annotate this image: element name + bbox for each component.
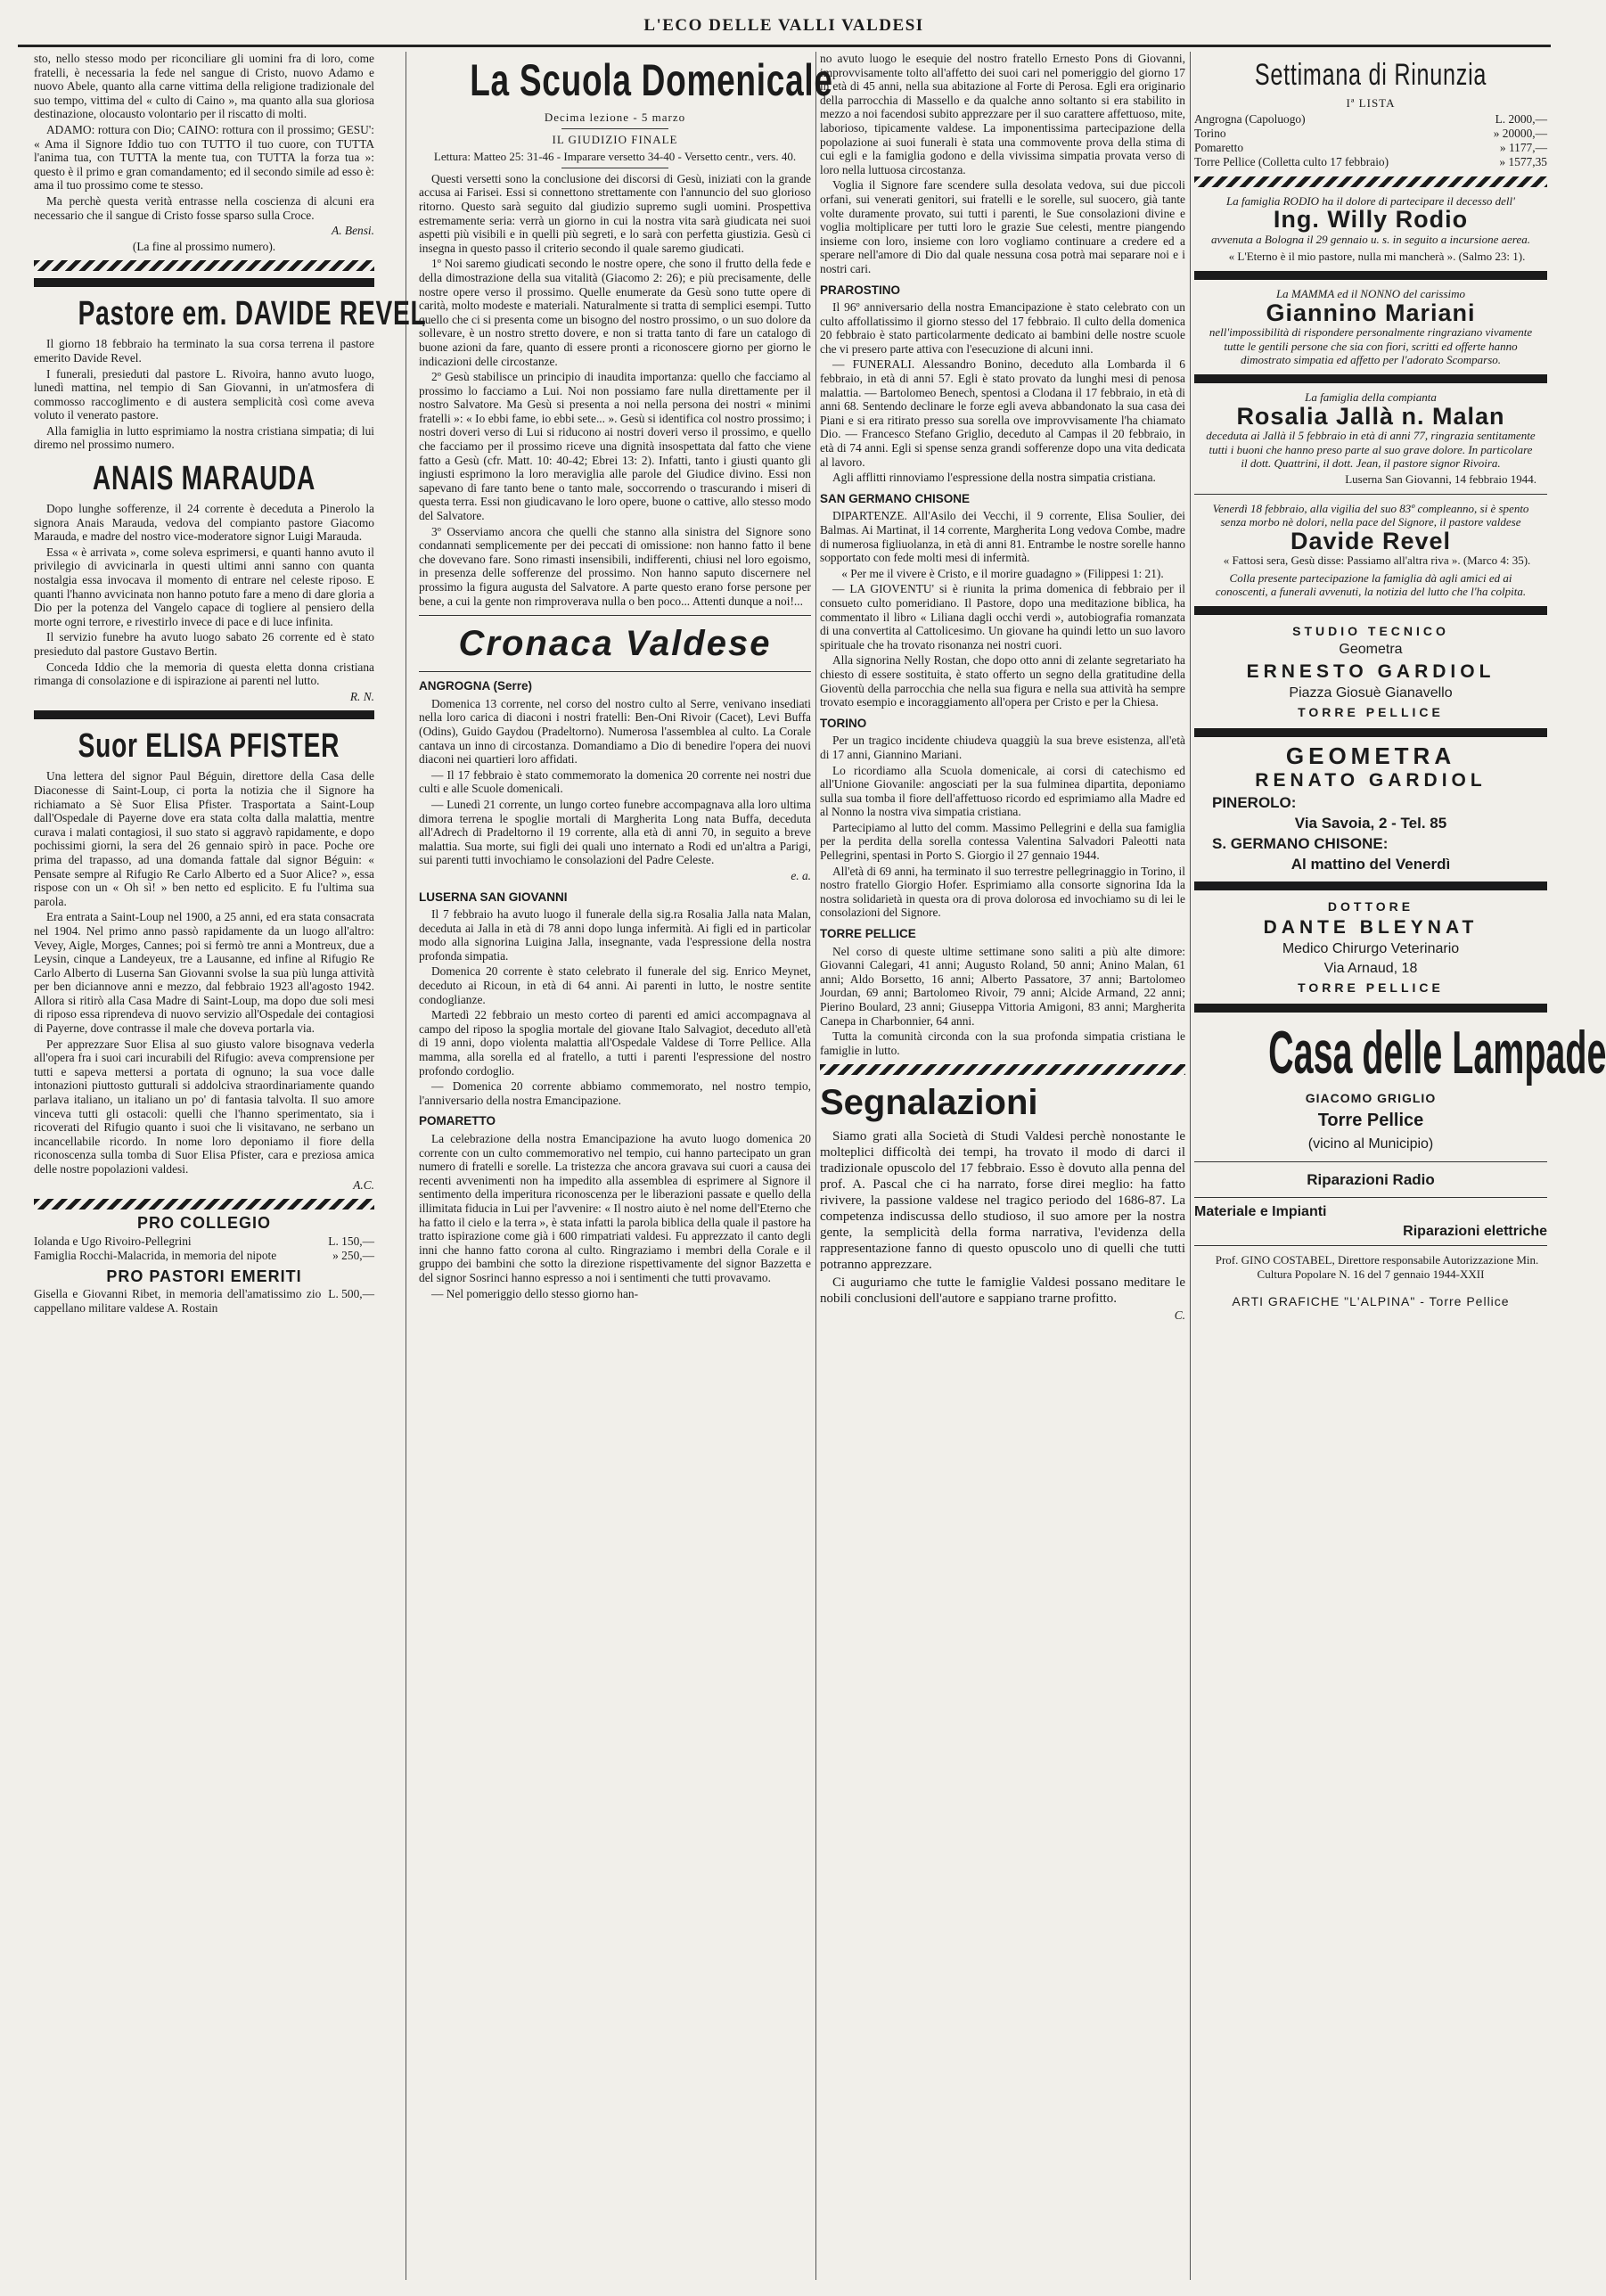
- parish-heading: POMARETTO: [419, 1114, 496, 1128]
- lesson-number: Decima lezione - 5 marzo: [544, 111, 686, 124]
- article-paragraph: Ci auguriamo che tutte le famiglie Valdesi possano meditare le nobili conclusioni dell'autore e sappiano trarne profitto.: [820, 1275, 1185, 1307]
- section-headline: Segnalazioni: [820, 1083, 1038, 1123]
- donation-row: Gisella e Giovanni Ribet, in memoria dell'amatissimo zio cappellano militare valdese A. Rostain L. 500,—: [34, 1287, 374, 1316]
- ornament-rule: [34, 1199, 374, 1210]
- section-rule: [419, 671, 811, 672]
- ad-line: Riparazioni elettriche: [1403, 1223, 1547, 1239]
- lesson-reading: Lettura: Matteo 25: 31-46 - Imparare versetto 34-40 - Versetto centr., vers. 40.: [433, 150, 797, 164]
- ad-line: TORRE PELLICE: [1298, 705, 1444, 720]
- notice-name: Giannino Mariani: [1266, 299, 1476, 326]
- notice-text: deceduta ai Jallà il 5 febbraio in età di anni 77, ringrazia sentitamente tutti i buoni che hanno preso parte al suo grave dolore. In particolare il dott. Quattrini, il dott. Jean, il pastore signor Rivoira.: [1206, 429, 1536, 471]
- parish-heading: TORINO: [820, 716, 867, 730]
- ad-line: Medico Chirurgo Veterinario: [1282, 941, 1460, 957]
- article-paragraph: Il servizio funebre ha avuto luogo sabato 26 corrente ed è stato presieduto dal pastore Gustavo Bertin.: [34, 630, 374, 658]
- article-paragraph: I funerali, presieduti dal pastore L. Rivoira, hanno avuto luogo, lunedì mattina, nel tempio di San Giovanni, in un'atmosfera di commosso raccoglimento e di austera semplicità così come aveva voluto il venerato pastore.: [34, 366, 374, 422]
- parish-heading: PRAROSTINO: [820, 283, 901, 297]
- advertisement-lampade: [1194, 1019, 1606, 1239]
- ad-line: ERNESTO GARDIOL: [1246, 661, 1495, 683]
- bible-quote: « Per me il vivere è Cristo, e il morire guadagno » (Filippesi 1: 21).: [841, 566, 1164, 580]
- section-rule: [1194, 1245, 1547, 1246]
- notice-name: Davide Revel: [1290, 527, 1452, 554]
- ad-line: PINEROLO:: [1212, 794, 1297, 812]
- ad-line: Riparazioni Radio: [1307, 1171, 1435, 1189]
- article-paragraph: Alla famiglia in lutto esprimiamo la nostra cristiana simpatia; di lui diremo nel prossimo numero.: [34, 423, 374, 452]
- ad-line: Geometra: [1339, 642, 1403, 658]
- section-rule: [1194, 374, 1547, 383]
- article-signature: e. a.: [791, 868, 811, 882]
- ad-line: DANTE BLEYNAT: [1263, 917, 1479, 939]
- section-rule: [1194, 271, 1547, 280]
- article-paragraph: Martedì 22 febbraio un mesto corteo di parenti ed amici accompagnava al campo del riposo la spoglia mortale del giovane Italo Salvagiot, deceduto all'età di 19 anni, dopo violenta malattia all'Ospedale Valdese di Torre Pellice. Alla mamma, alla sorella ed al fratello, a tutti i parenti l'espressione del nostro profondo cordoglio.: [419, 1008, 811, 1078]
- ad-line: Piazza Giosuè Gianavello: [1289, 685, 1453, 701]
- donation-list-title: PRO PASTORI EMERITI: [106, 1267, 302, 1285]
- article-headline: La Scuola Domenicale: [470, 55, 833, 105]
- notice-name: Rosalia Jallà n. Malan: [1236, 402, 1505, 430]
- article-paragraph: Partecipiamo al lutto del comm. Massimo Pellegrini e della sua famiglia per la perdita della sorella contessa Valentina Salvadori Paleotti nata Pellegrini, spentasi in Porto S. Giorgio il 27 gennaio 1944.: [820, 820, 1185, 863]
- article-paragraph: Lo ricordiamo alla Scuola domenicale, ai corsi di catechismo ed all'Unione Giovanile: angosciati per la sua fulminea dipartita, deponiamo sulla sua tomba il fiore dell'affettuoso ricordo ed esprimiamo alla Madre ed al Nonno la nostra viva simpatia cristiana.: [820, 763, 1185, 819]
- appeal-headline: Settimana di Rinunzia: [1254, 58, 1487, 92]
- article-paragraph: Per apprezzare Suor Elisa al suo giusto valore bisognava vederla all'opera fra i suoi cari incurabili del Rifugio: aveva comprensione per tutti e sapeva mettersi a portata di ognuno; la sua voce dalle intonazioni piuttosto gutturali si addolciva straordinariamente quando parlava italiano, un italiano un po' di fantasia talvolta. Il suo amore vinceva tutti gli ostacoli: quelli che l'hanno sperimentato, sia i ricoverati del Rifugio quanto i suoi che li visitavano, ne serbano un incancellabile ricordo. In nome loro deponiamo il fiore della riconoscenza sulla tomba di Suor Elisa Pfister, cara e preziosa amica delle nostre popolazioni valdesi.: [34, 1037, 374, 1176]
- article-paragraph: Il 7 febbraio ha avuto luogo il funerale della sig.ra Rosalia Jalla nata Malan, deceduta ai Jalla in età di 78 anni dopo lunga infermità. Ai figli ed in particolar modo alla signorina Luigina Jalla, insegnante, vada l'espressione della nostra profonda simpatia.: [419, 907, 811, 963]
- ornament-rule: [1194, 176, 1547, 187]
- article-paragraph: — Nel pomeriggio dello stesso giorno han-: [431, 1286, 639, 1300]
- article-paragraph: 3º Osserviamo ancora che quelli che stanno alla sinistra del Signore sono condannati semplicemente per dei peccati di omissione: non hanno fatto il bene che dovevano fare. Sono rimasti insensibili, indifferenti, chiusi nel loro egoismo, in presenza delle sofferenze del prossimo. Non hanno saputo discernere nel prossimo la figura augusta del Salvatore. A parte questo erano forse persone per bene, a cui la gente non rimproverava nulla o ben poco... Attenti dunque a noi!...: [419, 524, 811, 608]
- donation-row: Torino » 20000,—: [1194, 126, 1547, 140]
- donation-row: Angrogna (Capoluogo) L. 2000,—: [1194, 111, 1547, 126]
- article-paragraph: Essa « è arrivata », come soleva esprimersi, e quanti hanno avuto il privilegio di avvicinarla in questi ultimi anni sanno con quanta nostalgia essa invocava il momento di entrare nel celeste riposo. E quanti l'hanno avvicinata non hanno potuto fare a meno di dare gloria a Dio per la potenza del Vangelo capace di togliere al pensiero della morte ogni terrore, e rivestirlo invece di pace e di luce infinita.: [34, 545, 374, 628]
- notice-quote: « L'Eterno è il mio pastore, nulla mi mancherà ». (Salmo 23: 1).: [1228, 250, 1526, 264]
- parish-heading: SAN GERMANO CHISONE: [820, 491, 971, 505]
- ad-line: GEOMETRA: [1285, 742, 1456, 770]
- article-paragraph: Nel corso di queste ultime settimane sono saliti a più alte dimore: Giovanni Calegari, 41 anni; Augusto Roland, 50 anni; Anino Malan, 61 anni; Aldo Borsetto, 16 anni; Alberto Passatore, 37 anni; Bartolomeo Jourdan, 69 anni; Bartolomeo Rivoir, 79 anni; Alcide Armand, 22 anni; Pierino Boulard, 23 anni; Giuseppa Vittoria Amigoni, 83 anni; Margherita Canepa in Charbonnier, 64 anni.: [820, 944, 1185, 1028]
- article-paragraph: — FUNERALI. Alessandro Bonino, deceduto alla Lombarda il 6 febbraio, in età di anni 57. Egli è stato provato da lunghi mesi di penosa malattia. — Bartolomeo Benech, spentosi a Clodana il 17 febbraio, in età di anni 68. Sentendo declinare le forze egli aveva abbandonato la sua casa dei Piani e si era ritirato presso sua sorella ove improvvisamente l'ha chiamato Dio. — Francesco Stefano Griglio, deceduto al Campas il 20 febbraio, in età di 74 anni. Egli si spense senza grandi sofferenze dopo una vita dedicata al lavoro.: [820, 357, 1185, 469]
- ad-line: S. GERMANO CHISONE:: [1212, 835, 1389, 853]
- article-paragraph: Il 96º anniversario della nostra Emancipazione è stato celebrato con un culto affollatissimo il giorno stesso del 17 febbraio. Il culto della domenica 20 febbraio è stato particolarmente dedicato ai bambini delle nostre scuole che vi presero parte attiva con l'esecuzione di alcuni inni.: [820, 300, 1185, 356]
- lesson-topic: IL GIUDIZIO FINALE: [552, 132, 678, 146]
- ad-line: STUDIO TECNICO: [1292, 624, 1449, 639]
- article-paragraph: — Lunedì 21 corrente, un lungo corteo funebre accompagnava alla loro ultima dimora terrena le spoglie mortali di Margherita Long nata Buffa, deceduta all'Adrech di Pradeltorno il 19 corrente, alla età di anni 70, in seguito a breve malattia. Sua morte, sui figli dei quali uno internato a Rodi ed un'altra a Parigi, sui parenti tutti invochiamo le consolazioni del Padre Celeste.: [419, 797, 811, 867]
- advertisement-veterinario: [1194, 898, 1547, 996]
- donation-row: Famiglia Rocchi-Malacrida, in memoria del nipote » 250,—: [34, 1248, 374, 1262]
- notice-text: avvenuta a Bologna il 29 gennaio u. s. in seguito a incursione aerea.: [1210, 232, 1531, 246]
- ad-line: RENATO GARDIOL: [1255, 770, 1487, 791]
- obituary-headline: Pastore em. DAVIDE REVEL: [78, 295, 427, 333]
- notice-text: nell'impossibilità di rispondere personalmente ringraziano vivamente tutte le gentili persone che sia con fiori, scritti ed offerte hanno dimostrato simpatia ed affetto per l'adorato Scomparso.: [1209, 325, 1533, 367]
- ad-line: Al mattino del Venerdì: [1291, 856, 1451, 873]
- article-paragraph: Questi versetti sono la conclusione dei discorsi di Gesù, iniziati con la grande accusa ai Farisei. Essi si connettono strettamente con l'annuncio del suo glorioso ritorno. Questo sarà seguito dal giudizio supremo sugli uomini. Prospettiva estremamente seria: verrà un giorno in cui la nostra vita sarà giudicata nei suoi aspetti più visibili e in quelli più segreti, e lo sarà con perfetta giustizia. Gesù ci insegna in questo passo il criterio secondo il quale saremo giudicati.: [419, 171, 811, 255]
- article-paragraph: Era entrata a Saint-Loup nel 1900, a 25 anni, ed era stata consacrata nel 1904. Nel primo anno passò rapidamente da un luogo all'altro: Vevey, Aigle, Morges, Cannes; poi si fermò tre anni a Montreux, due a Leysin, cinque a Landeyeux, tre a Lausanne, ed infine al Rifugio Re Carlo Alberto di Luserna San Giovanni svolse la sua più lunga attività per ben diciannove anni e mezzo, dal febbraio 1923 all'agosto 1942. Allora si ritirò alla Casa Madre di Saint-Loup, ma dopo due soli mesi di riposo essa riprendeva di nuovo servizio all'Ospedale dei contagiosi di Payerne, dove contrasse il male che doveva portarla via.: [34, 910, 374, 1036]
- section-rule: [1194, 606, 1547, 615]
- header-rule: [18, 45, 1551, 47]
- article-paragraph: Conceda Iddio che la memoria di questa eletta donna cristiana rimanga di consolazione e di ispirazione ai parenti nel lutto.: [34, 660, 374, 688]
- article-paragraph: Siamo grati alla Società di Studi Valdesi perchè nonostante le molteplici difficoltà dei tempi, ha trovato il modo di darci il tradizionale opuscolo del 17 febbraio. Esso è dovuto alla penna del prof. A. Pascal che ci ha narrato, forse direi meglio: ha fatto rivivere, la passione valdese nel tragico periodo del 1686-87. La competenza indiscussa dello studioso, il suo amore per la nostra gente, la semplicità della forma narrativa, l'evidenza della rappresentazione fanno di questo opuscolo uno di quelli che tutti potranno apprezzare.: [820, 1129, 1185, 1273]
- advertisement-geometra: [1194, 744, 1547, 874]
- article-paragraph: All'età di 69 anni, ha terminato il suo terrestre pellegrinaggio in Torino, il nostro fratello Giorgio Hofer. Esprimiamo alla consorte signorina Ida la nostra solidarietà in questa ora di prova dolorosa ed invochiamo su di lei le consolazioni del Signore.: [820, 864, 1185, 920]
- column-4: [1194, 52, 1606, 2289]
- ad-line: Torre Pellice: [1317, 1111, 1424, 1131]
- ad-line: Materiale e Impianti: [1194, 1204, 1327, 1220]
- obituary-headline: Suor ELISA PFISTER: [78, 727, 340, 766]
- ad-line: Via Savoia, 2 - Tel. 85: [1294, 815, 1447, 832]
- short-rule: [561, 128, 668, 129]
- donation-row: Torre Pellice (Colletta culto 17 febbraio) » 1577,35: [1194, 154, 1547, 168]
- donation-list-title: PRO COLLEGIO: [136, 1214, 271, 1233]
- ad-line: (vicino al Municipio): [1307, 1136, 1434, 1152]
- article-paragraph: sto, nello stesso modo per riconciliare gli uomini fra di loro, come fratelli, è necessaria la fede nel sangue di Cristo, nuovo Adamo e nuovo Abele, quanto alla carne vittima della religione tradizionale del suo tempo, vittima del « culto di Caino », ma quanto alla sua gloriosa destinazione, olocausto volontario per il riscatto di molti.: [34, 52, 374, 121]
- article-paragraph: Domenica 13 corrente, nel corso del nostro culto al Serre, venivano insediati nella loro carica di diaconi i nostri fratelli: Ben-Oni Rivoir (Cacet), Levi Buffa (Odins), Guido Gaydou (Pradeltorno). Numerosa l'assemblea al culto. La Corale cantava un inno di circostanza. Domandiamo a Dio di benedire l'opera dei nuovi diaconi nei quartieri loro affidati.: [419, 696, 811, 767]
- article-paragraph: 2º Gesù stabilisce un principio di inaudita importanza: quello che facciamo al prossimo lo facciamo a Lui. Noi non possiamo fare nulla direttamente per il nostro Salvatore. Ma Gesù si presenta a noi nella persona dei nostri « minimi fratelli »: « Io ebbi fame, io ebbi sete... ». Gesù si identifica col nostro prossimo; i nostri doveri verso di Lui si riducono ai nostri doveri verso il prossimo, e quello che facciamo per il prossimo riceve una dignità insospettata dal fatto che viene fatto a Gesù (cfr. Matt. 10: 40-42; Ebrei 13: 2). Infatti, tanto i giusti quanto gli ingiusti esprimono la loro meraviglia alle parole del Giudice divino. Essi non sapevano di fare tanto bene o tanto male, soccorrendo o trascurando i miseri di questa terra. Essi non giudicavano le loro opere, buone o cattive, allo stesso modo del Salvatore.: [419, 370, 811, 523]
- article-paragraph: Voglia il Signore fare scendere sulla desolata vedova, sui due piccoli orfani, sui venerati genitori, sui fratelli e le sorelle, sul suocero, già tante volte duramente provato, sui tutti i parenti, le Sue consolazioni divine e voglia moltiplicare per tutti loro le grazie Sue celesti, mentre piangendo insieme con loro, insieme con loro vogliamo continuare a credere ed a sperare nell'amore di Dio dal quale nessuna cosa potrà mai separare noi e i nostri cari.: [820, 178, 1185, 275]
- notice-text: Colla presente partecipazione la famiglia dà agli amici ed ai conoscenti, a funerali avvenuti, la notizia del lutto che l'ha colpita.: [1215, 570, 1527, 599]
- notice-name: Ing. Willy Rodio: [1273, 206, 1469, 234]
- article-paragraph: Il giorno 18 febbraio ha terminato la sua corsa terrena il pastore emerito Davide Revel.: [34, 337, 374, 365]
- running-head: L'ECO DELLE VALLI VALDESI: [643, 16, 924, 35]
- section-rule: [1194, 1004, 1547, 1013]
- ad-rule: [1194, 1197, 1547, 1198]
- column-1: [34, 52, 427, 2289]
- notice-place-date: Luserna San Giovanni, 14 febbraio 1944.: [1345, 472, 1536, 486]
- column-3: [820, 52, 1185, 2289]
- parish-heading: ANGROGNA (Serre): [419, 679, 533, 693]
- ad-line: Via Arnaud, 18: [1323, 961, 1418, 977]
- column-divider: [1190, 52, 1191, 2280]
- article-paragraph: Agli afflitti rinnoviamo l'espressione della nostra simpatia cristiana.: [832, 471, 1156, 485]
- column-divider: [815, 52, 816, 2280]
- ad-line: GIACOMO GRIGLIO: [1305, 1091, 1437, 1106]
- article-paragraph: — Domenica 20 corrente abbiamo commemorato, nel nostro tempio, l'anniversario della nostra Emancipazione.: [419, 1079, 811, 1107]
- article-signature: A. Bensi.: [332, 224, 374, 238]
- article-paragraph: Per un tragico incidente chiudeva quaggiù la sua breve esistenza, all'età di 17 anni, Giannino Mariani.: [820, 734, 1185, 761]
- ad-headline: Casa delle Lampade: [1268, 1019, 1606, 1087]
- article-paragraph: — LA GIOVENTU' si è riunita la prima domenica di febbraio per il consueto culto pomeridiano. Il Pastore, dopo una meditazione biblica, ha commentato il libro « Liliana dagli occhi verdi », autobiografia romanzata di una convertita al Cattolicesimo. Un giovane ha quindi letto un suo lavoro spirituale che ha trovato risonanza nei nostri cuori.: [820, 582, 1185, 652]
- section-rule: [1194, 882, 1547, 890]
- article-signature: C.: [1174, 1308, 1185, 1323]
- obituary-headline: ANAIS MARAUDA: [92, 460, 316, 498]
- article-paragraph: Alla signorina Nelly Rostan, che dopo otto anni di zelante segretariato ha chiesto di essere sostituita, è stato offerto un segno della gratitudine della Gioventù della parrocchia che nella sua figura e nella sua attività ha sempre trovato esempio e incoraggiamento all'opera per Cristo e per la Chiesa.: [820, 653, 1185, 709]
- section-rule: [419, 615, 811, 616]
- notice-intro: La famiglia RODIO ha il dolore di partecipare il decesso dell': [1226, 193, 1515, 208]
- notice-intro: La MAMMA ed il NONNO del carissimo: [1275, 286, 1466, 300]
- notice-intro: Venerdì 18 febbraio, alla vigilia del suo 83º compleanno, si è spento senza morbo nè dolori, nella pace del Signore, il pastore valdese: [1212, 501, 1529, 529]
- ad-line: TORRE PELLICE: [1298, 980, 1444, 996]
- article-paragraph: Ma perchè questa verità entrasse nella coscienza di alcuni era necessario che il sangue di Cristo fosse sparso sulla Croce.: [34, 193, 374, 222]
- section-headline: Cronaca Valdese: [458, 624, 772, 664]
- imprint: Prof. GINO COSTABEL, Direttore responsabile Autorizzazione Min. Cultura Popolare N. 16 del 7 gennaio 1944-XXII: [1215, 1253, 1539, 1281]
- ad-rule: [1194, 1161, 1547, 1162]
- parish-heading: TORRE PELLICE: [820, 927, 916, 941]
- article-paragraph: Una lettera del signor Paul Béguin, direttore della Casa delle Diaconesse di Saint-Loup, ci porta la notizia che il Signore ha richiamato a Sè Suor Elisa Pfister. Trasportata a Saint-Loup dall'Ospedale di Payerne dove era stata colta dalla malattia, mentre curava i malati contagiosi, il suo stato si aggravò rapidamente, e dopo pochissimi giorni, la sera del 26 gennaio spirò in pace. Poche ore prima del trapasso, ad una domanda fattale dal signor Béguin: « Pensate sempre al Rifugio Re Carlo Alberto ed a Suor Alice? », essa rispose con un « Oh sì! » ben netto ed esplicito. E fu l'ultima sua parola.: [34, 769, 374, 908]
- article-paragraph: no avuto luogo le esequie del nostro fratello Ernesto Pons di Giovanni, improvvisamente tolto all'affetto dei suoi cari nel pomeriggio del giorno 17 in età di 45 anni, nella sua abitazione al Forte di Perosa. Egli era originario della parrocchia di Massello e da qualche anno soltanto si era stabilito in mezzo a noi facendosi subito apprezzare per il suo carattere affettuoso, mite, laborioso, tipicamente valdese. La imponentissima partecipazione della popolazione ai suoi funerali è stata una commovente prova della stima di cui egli e la famiglia godono e della vivissima simpatia provata verso di loro nella luttuosa circostanza.: [820, 52, 1185, 176]
- article-paragraph: Domenica 20 corrente è stato celebrato il funerale del sig. Enrico Meynet, deceduto ai Ricoun, in età di 64 anni. Ai parenti in lutto, le nostre sentite condoglianze.: [419, 964, 811, 1006]
- article-paragraph: Tutta la comunità circonda con la sua profonda simpatia cristiana le famiglie in lutto.: [820, 1029, 1185, 1057]
- printer-credit: ARTI GRAFICHE "L'ALPINA" - Torre Pellice: [1232, 1294, 1510, 1309]
- donation-row: Pomaretto » 1177,—: [1194, 140, 1547, 154]
- article-paragraph: 1º Noi saremo giudicati secondo le nostre opere, che sono il frutto della fede e della dimostrazione della sua vitalità (Giacomo 2: 26); e più precisamente, delle nostre opere verso il prossimo. Quelle enumerate da Gesù sono tutte opere di carità, molto modeste e materiali. Naturalmente si tratta di semplici esempi. Tutto quello che ci si presenta come un bisogno del nostro prossimo, o un suo dolore da sollevare, è un nostro stretto dovere, e non si tratta tanto di fare un catalogo di buone azioni da fare, quanto di essere pronti a riconoscere giorno per giorno le indicazioni delle circostanze.: [419, 257, 811, 368]
- section-rule: [1194, 494, 1547, 495]
- article-paragraph: DIPARTENZE. All'Asilo dei Vecchi, il 9 corrente, Elisa Soulier, dei Balmas. Ai Martinat, il 14 corrente, Margherita Long vedova Combe, madre di numerosa figliuolanza, in età di anni 81. Entrambe le nostre sorelle hanno sopportato con fede molti mesi di infermità.: [820, 509, 1185, 565]
- ad-line: DOTTORE: [1327, 899, 1414, 914]
- article-paragraph: La celebrazione della nostra Emancipazione ha avuto luogo domenica 20 corrente con un culto commemorativo nel tempio, cui hanno partecipato un gran numero di fratelli e sorelle. La tristezza che ancora gravava sui cuori a causa dei recenti avvenimenti non ha impedito alla assemblea di esprimere al Signore il sentimento della imperitura riconoscenza per le liberazioni passate e quello della illimitata fiducia in Lui per l'avvenire: « Il nostro aiuto è nel nome dell'Eterno che ha fatto il cielo e la terra », è stata infatti la parola biblica della quale il pastore ha tratto ispirazione come già i 600 rimpatriati valdesi. Fu apprezzato il canto degli inni che hanno fatto corona al culto. Ringraziamo i membri della Corale e il gruppo dei bambini che sotto la direzione rispettivamente del signor Bazzetta e del signor Sosrinci hanno espresso a noi i sentimenti che tutti provavamo.: [419, 1132, 811, 1284]
- section-rule: [1194, 728, 1547, 737]
- continuation-note: (La fine al prossimo numero).: [132, 239, 276, 253]
- parish-heading: LUSERNA SAN GIOVANNI: [419, 890, 568, 904]
- article-paragraph: — Il 17 febbraio è stato commemorato la domenica 20 corrente nei nostri due culti e alle Scuole domenicali.: [419, 767, 811, 796]
- notice-quote: « Fattosi sera, Gesù disse: Passiamo all'altra riva ». (Marco 4: 35).: [1223, 554, 1531, 568]
- donation-row: Iolanda e Ugo Rivoiro-Pellegrini L. 150,—: [34, 1234, 374, 1248]
- ornament-rule: [34, 260, 374, 271]
- column-2: [419, 52, 833, 2289]
- list-number: Iª LISTA: [1346, 96, 1396, 110]
- article-paragraph: Dopo lunghe sofferenze, il 24 corrente è deceduta a Pinerolo la signora Anais Marauda, vedova del compianto pastore Giacomo Marauda, e madre del nostro vice-moderatore signor Luigi Marauda.: [34, 502, 374, 544]
- article-signature: A.C.: [353, 1177, 374, 1192]
- ornament-rule: [820, 1064, 1185, 1075]
- section-rule: [34, 278, 374, 287]
- article-paragraph: ADAMO: rottura con Dio; CAINO: rottura con il prossimo; GESU': « Ama il Signore Iddio tuo con TUTTO il tuo cuore, con TUTTA l'anima tua, con TUTTA la mente tua, con TUTTA la forza tua »: questo è il primo e gran comandamento; ed il secondo simile ad esso è: ama il tuo prossimo come te stesso.: [34, 122, 374, 193]
- article-signature: R. N.: [349, 689, 374, 703]
- advertisement-studio-tecnico: [1194, 622, 1547, 721]
- notice-intro: La famiglia della compianta: [1305, 390, 1437, 404]
- section-rule: [34, 710, 374, 719]
